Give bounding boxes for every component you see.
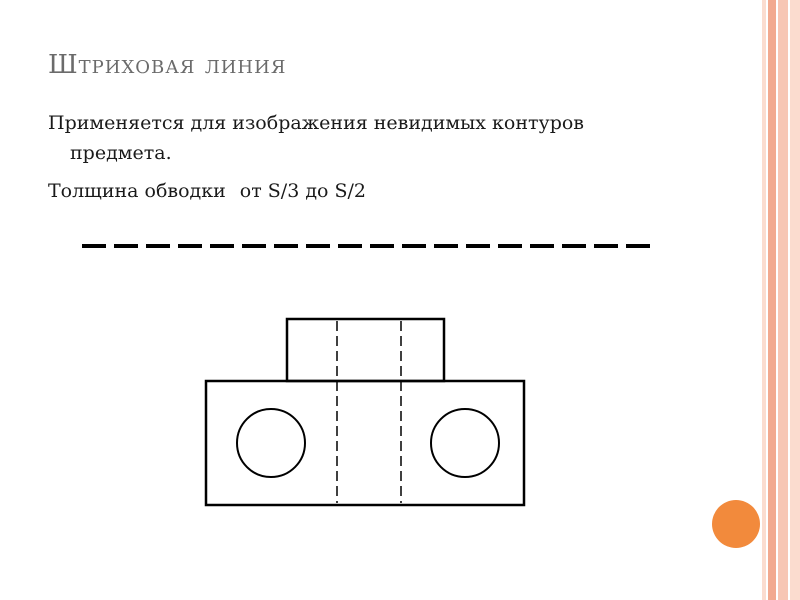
description-paragraph: Применяется для изображения невидимых контуров предмета. [48,112,585,164]
thickness-value: от S/3 до S/2 [239,180,367,202]
base-block [206,381,524,505]
left-hole [237,409,305,477]
top-block [287,319,444,381]
orange-circle-icon [712,500,760,548]
thickness-label: Толщина обводки [48,180,226,202]
right-hole [431,409,499,477]
slide-title: Штриховая линия [48,50,287,80]
